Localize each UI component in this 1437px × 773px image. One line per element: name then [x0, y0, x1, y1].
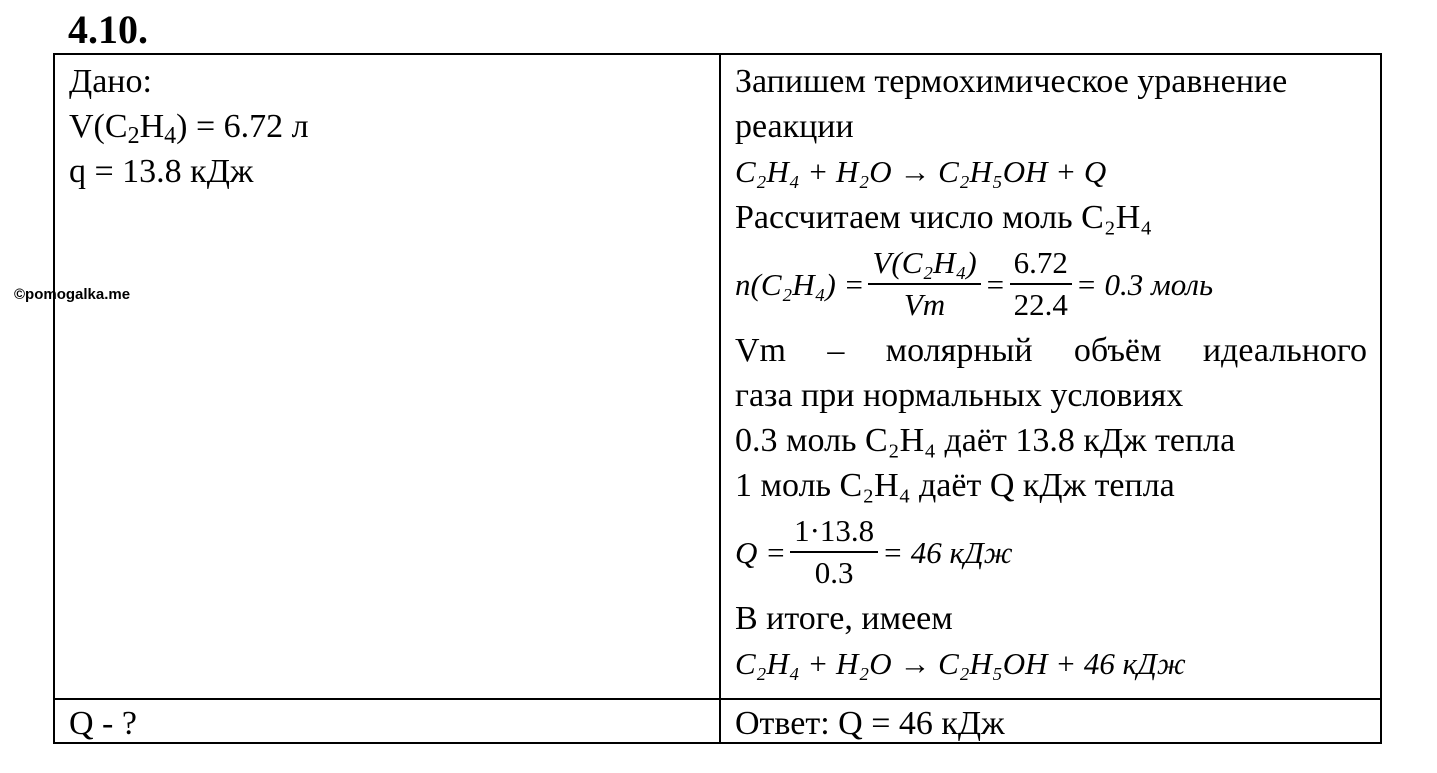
moles-formula: [735, 240, 1367, 328]
given-volume-label: V(C: [69, 108, 128, 145]
final-intro: В итоге, имеем: [735, 600, 953, 637]
moles-lhs: n(C₂H₄) =: [735, 266, 865, 302]
solution-intro-1: Запишем термохимическое уравнение: [735, 63, 1288, 100]
given-volume-sub2: 4: [164, 123, 177, 149]
heat-fraction: [790, 513, 878, 591]
heat-fraction-den: 0.3: [814, 555, 854, 590]
ratio-line-1: 0.3 моль C₂H₄ даёт 13.8 кДж тепла: [735, 422, 1236, 459]
heat-fraction-num: 1·13.8: [790, 513, 878, 553]
moles-fraction-2-num: 6.72: [1010, 245, 1072, 285]
given-cell: [69, 59, 309, 194]
answer-cell: Ответ: Q = 46 кДж: [735, 705, 1005, 742]
moles-result: = 0.3 моль: [1075, 266, 1214, 302]
heat-formula: [735, 508, 1367, 596]
solution-table: [53, 53, 1382, 744]
ratio-line-2: 1 моль C₂H₄ даёт Q кДж тепла: [735, 467, 1175, 504]
solution-intro-2: реакции: [735, 108, 854, 145]
heat-lhs: Q =: [735, 534, 787, 570]
watermark: ©pomogalka.me: [14, 286, 131, 303]
final-reaction: C₂H₄ + H₂O → C₂H₅OH + 46 кДж: [735, 646, 1186, 681]
column-divider: [719, 55, 721, 742]
row-divider: [55, 698, 1380, 700]
problem-number: 4.10.: [68, 7, 148, 52]
reaction-equation: C₂H₄ + H₂O → C₂H₅OH + Q: [735, 154, 1107, 189]
given-header: Дано:: [69, 63, 152, 100]
vm-definition-2: газа при нормальных условиях: [735, 377, 1184, 414]
solution-cell: [735, 59, 1367, 687]
given-volume-sub1: 2: [127, 123, 140, 149]
moles-fraction-1: [868, 245, 980, 323]
heat-result: = 46 кДж: [882, 534, 1013, 570]
equals-sign: =: [984, 266, 1006, 302]
moles-fraction-1-den: Vm: [903, 287, 946, 322]
unknown-cell: Q - ?: [69, 705, 137, 742]
moles-fraction-1-num: V(C₂H₄): [868, 245, 980, 285]
moles-fraction-2: [1010, 245, 1072, 323]
given-volume: [69, 104, 309, 149]
moles-fraction-2-den: 22.4: [1013, 287, 1068, 322]
given-heat: q = 13.8 кДж: [69, 153, 254, 190]
given-volume-mid: H: [139, 108, 165, 145]
vm-definition-1: Vm – молярный объём идеального: [735, 332, 1367, 369]
given-volume-value: ) = 6.72 л: [176, 108, 309, 145]
calc-moles-text: Рассчитаем число моль C₂H₄: [735, 199, 1153, 236]
